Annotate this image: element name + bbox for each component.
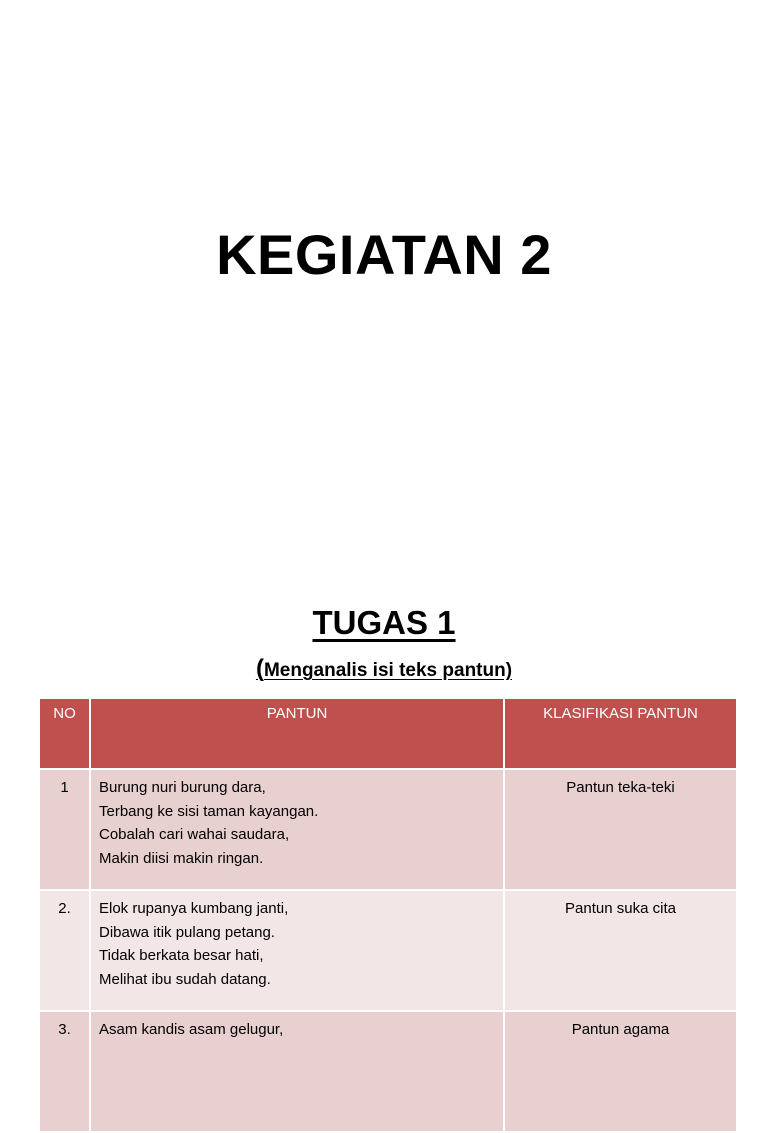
klasifikasi-cell: Pantun suka cita [504,890,737,1011]
pantun-text [90,890,504,1011]
pantun-line: Dibawa itik pulang petang. [99,923,275,941]
pantun-line: Cobalah cari wahai saudara, [99,826,290,843]
task-subtitle [0,655,768,683]
table-row [39,769,737,890]
header-klasifikasi: KLASIFIKASI PANTUN [504,698,737,769]
klasifikasi-cell: Pantun teka-teki [504,769,737,890]
pantun-line: Terbang ke sisi taman kayangan. [99,802,319,820]
row-number: 3. [39,1011,90,1132]
row-number: 2. [39,890,90,1011]
klasifikasi-cell: Pantun agama [504,1011,737,1132]
header-pantun: PANTUN [90,698,504,769]
table-header-row [39,698,737,769]
pantun-table [38,697,738,1133]
pantun-line: Burung nuri burung dara, [99,779,266,796]
row-number: 1 [39,769,90,890]
header-no: NO [39,698,90,769]
pantun-line: Makin diisi makin ringan. [99,849,264,867]
task-title: TUGAS 1 [312,604,456,641]
subtitle-open-paren: ( [255,655,264,682]
pantun-text [90,769,504,890]
slide-title: KEGIATAN 2 [216,223,552,286]
pantun-line: Tidak berkata besar hati, [99,947,264,964]
pantun-text [90,1011,504,1132]
table-row [39,890,737,1011]
pantun-line: Elok rupanya kumbang janti, [99,900,289,917]
pantun-line: Asam kandis asam gelugur, [99,1021,284,1038]
pantun-line: Melihat ibu sudah datang. [99,970,271,988]
table-row [39,1011,737,1132]
subtitle-text: Menganalis isi teks pantun) [263,660,513,681]
